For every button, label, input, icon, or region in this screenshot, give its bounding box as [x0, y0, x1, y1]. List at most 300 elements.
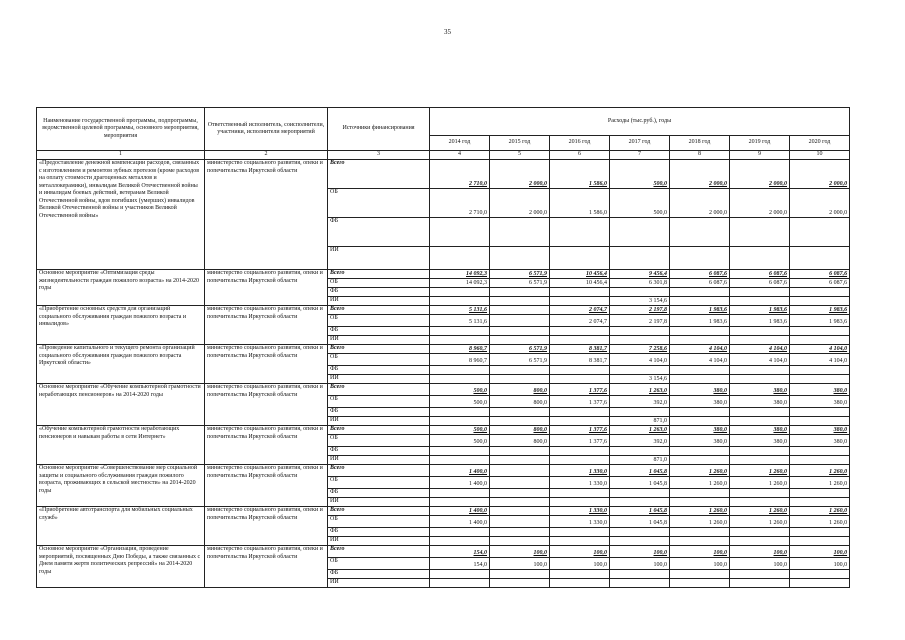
table-row: [37, 306, 850, 315]
expense-value: [610, 528, 670, 537]
header-column-number: 1: [37, 151, 205, 160]
table-row: [37, 465, 850, 477]
expense-value: [550, 247, 610, 270]
funding-source: ИИ: [328, 417, 430, 426]
expense-value: [490, 375, 550, 384]
expense-value: 4 104,0: [670, 354, 730, 366]
expense-value: 380,0: [730, 396, 790, 408]
expense-value: [790, 528, 850, 537]
expense-value: 2 000,0: [730, 189, 790, 218]
funding-source: ФБ: [328, 528, 430, 537]
expense-value: 500,0: [430, 384, 490, 396]
expense-value: [790, 570, 850, 579]
expense-value: [550, 537, 610, 546]
expense-value: [430, 297, 490, 306]
expense-value: 1 260,0: [790, 516, 850, 528]
expense-value: 800,0: [490, 435, 550, 447]
expense-value: [550, 366, 610, 375]
expense-value: 2 197,8: [610, 315, 670, 327]
expense-value: 6 571,9: [490, 279, 550, 288]
funding-source: ФБ: [328, 366, 430, 375]
expense-value: 10 456,4: [550, 279, 610, 288]
expense-value: [670, 570, 730, 579]
expense-value: [430, 456, 490, 465]
expense-value: 154,0: [430, 558, 490, 570]
expense-value: 1 260,0: [670, 516, 730, 528]
expense-value: 500,0: [610, 160, 670, 189]
expense-value: [670, 579, 730, 588]
expense-value: [670, 408, 730, 417]
expense-value: 2 000,0: [490, 189, 550, 218]
expense-value: [430, 570, 490, 579]
funding-source: Всего: [328, 160, 430, 189]
table-row: [37, 384, 850, 396]
expense-value: [730, 417, 790, 426]
header-column-number: 8: [670, 151, 730, 160]
measure-executor: министерство социального развития, опеки и попечительства Иркутской области: [205, 507, 328, 546]
expense-value: 1 045,8: [610, 465, 670, 477]
expense-value: 1 400,0: [430, 516, 490, 528]
measure-name: Основное мероприятие «Обучение компьютерной грамотности неработающих пенсионеров» на 2014-2020 годы: [37, 384, 205, 426]
expense-value: 2 074,7: [550, 306, 610, 315]
measure-name: Основное мероприятие «Организация, проведение мероприятий, посвященных Дню Победы, а также связанных с Днем памяти жертв политических репрессий» на 2014-2020 годы: [37, 546, 205, 588]
table-row: [37, 546, 850, 558]
expense-value: 380,0: [790, 396, 850, 408]
expense-value: [550, 570, 610, 579]
expense-value: 2 000,0: [790, 189, 850, 218]
funding-source: ИИ: [328, 456, 430, 465]
expense-value: 1 377,6: [550, 426, 610, 435]
expense-value: [430, 537, 490, 546]
funding-source: ОБ: [328, 315, 430, 327]
expense-value: 1 260,0: [790, 465, 850, 477]
funding-source: ФБ: [328, 288, 430, 297]
expense-value: 4 104,0: [790, 354, 850, 366]
header-year: 2014 год: [430, 136, 490, 151]
expense-value: [670, 537, 730, 546]
expense-value: 1 983,6: [670, 315, 730, 327]
expense-value: [790, 417, 850, 426]
expense-value: 1 260,0: [730, 465, 790, 477]
expense-value: [490, 447, 550, 456]
expense-value: 800,0: [490, 384, 550, 396]
table-row: [37, 160, 850, 189]
expense-value: [430, 336, 490, 345]
expense-value: [730, 375, 790, 384]
funding-source: ФБ: [328, 447, 430, 456]
expense-value: [490, 315, 550, 327]
expense-value: 8 960,7: [430, 345, 490, 354]
expense-value: 100,0: [730, 558, 790, 570]
expense-value: 380,0: [670, 396, 730, 408]
page-number: 35: [444, 28, 451, 36]
funding-source: ОБ: [328, 516, 430, 528]
funding-source: ФБ: [328, 327, 430, 336]
expense-value: 500,0: [430, 435, 490, 447]
expense-value: [430, 218, 490, 247]
expense-value: [790, 498, 850, 507]
expense-value: [550, 447, 610, 456]
funding-source: ФБ: [328, 408, 430, 417]
expense-value: [730, 297, 790, 306]
funding-source: ОБ: [328, 558, 430, 570]
header-year: 2020 год: [790, 136, 850, 151]
expense-value: [730, 570, 790, 579]
expense-value: 2 710,0: [430, 189, 490, 218]
expense-value: [550, 417, 610, 426]
expense-value: 2 000,0: [670, 160, 730, 189]
expense-value: 1 586,0: [550, 189, 610, 218]
expense-value: [730, 498, 790, 507]
expense-value: 380,0: [730, 384, 790, 396]
measure-name: «Проведение капитального и текущего ремонта организаций социального обслуживания граждан пожилого возраста Иркутской области»: [37, 345, 205, 384]
expense-value: 8 381,7: [550, 345, 610, 354]
funding-source: ОБ: [328, 396, 430, 408]
expense-value: 100,0: [730, 546, 790, 558]
expense-value: 2 000,0: [790, 160, 850, 189]
expense-value: [610, 218, 670, 247]
expense-value: [550, 498, 610, 507]
expense-value: [610, 336, 670, 345]
expense-value: 871,0: [610, 417, 670, 426]
expense-value: 100,0: [670, 558, 730, 570]
expense-value: 1 400,0: [430, 477, 490, 489]
expense-value: [670, 288, 730, 297]
expense-value: 2 197,8: [610, 306, 670, 315]
expense-value: [430, 247, 490, 270]
expense-value: 1 377,6: [550, 396, 610, 408]
expense-value: [610, 537, 670, 546]
expense-value: [730, 218, 790, 247]
expense-value: 1 260,0: [670, 477, 730, 489]
expense-value: 6 301,8: [610, 279, 670, 288]
expense-value: [790, 366, 850, 375]
expense-value: 1 260,0: [790, 507, 850, 516]
funding-source: ИИ: [328, 375, 430, 384]
header-year: 2015 год: [490, 136, 550, 151]
expense-value: [670, 528, 730, 537]
expense-value: 6 087,6: [790, 270, 850, 279]
expense-value: [610, 366, 670, 375]
expense-value: [490, 366, 550, 375]
expense-value: [430, 417, 490, 426]
expense-value: 380,0: [790, 426, 850, 435]
expense-value: 5 131,6: [430, 315, 490, 327]
expense-value: [790, 579, 850, 588]
expense-value: 1 377,6: [550, 384, 610, 396]
funding-source: ОБ: [328, 435, 430, 447]
expense-value: [490, 498, 550, 507]
funding-source: Всего: [328, 465, 430, 477]
expense-value: 100,0: [610, 546, 670, 558]
expense-value: [610, 489, 670, 498]
measure-executor: министерство социального развития, опеки и попечительства Иркутской области: [205, 306, 328, 345]
expense-value: 1 330,0: [550, 465, 610, 477]
measure-executor: министерство социального развития, опеки и попечительства Иркутской области: [205, 345, 328, 384]
funding-source: Всего: [328, 345, 430, 354]
expense-value: [490, 408, 550, 417]
expense-value: 9 456,4: [610, 270, 670, 279]
expense-value: 6 571,9: [490, 354, 550, 366]
expense-value: [730, 247, 790, 270]
expense-value: [490, 465, 550, 477]
expense-value: 800,0: [490, 396, 550, 408]
funding-source: Всего: [328, 507, 430, 516]
expense-value: [490, 570, 550, 579]
expense-value: [670, 375, 730, 384]
expense-value: [490, 516, 550, 528]
funding-source: Всего: [328, 306, 430, 315]
expense-value: [610, 247, 670, 270]
header-year: 2019 год: [730, 136, 790, 151]
expense-value: [430, 498, 490, 507]
expense-value: 1 260,0: [730, 516, 790, 528]
expense-value: 100,0: [490, 558, 550, 570]
expense-value: [730, 528, 790, 537]
expense-value: [490, 327, 550, 336]
expense-value: [490, 417, 550, 426]
expense-value: 6 087,6: [670, 270, 730, 279]
expense-value: 1 400,0: [430, 465, 490, 477]
expense-value: 5 131,6: [430, 306, 490, 315]
expense-value: 100,0: [670, 546, 730, 558]
expense-value: [670, 489, 730, 498]
expense-value: [550, 218, 610, 247]
header-column-number: 3: [328, 151, 430, 160]
expense-value: 871,0: [610, 456, 670, 465]
expense-value: 1 045,8: [610, 477, 670, 489]
expense-value: 6 571,9: [490, 345, 550, 354]
expense-value: 2 000,0: [490, 160, 550, 189]
expense-value: [730, 447, 790, 456]
expense-value: 2 000,0: [730, 160, 790, 189]
funding-source: ИИ: [328, 537, 430, 546]
measure-name: «Приобретение основных средств для организаций социального обслуживания граждан пожилого возраста и инвалидов»: [37, 306, 205, 345]
expense-value: [610, 408, 670, 417]
expense-value: [430, 288, 490, 297]
funding-source: ОБ: [328, 279, 430, 288]
measure-name: Основное мероприятие «Оптимизация среды жизнедеятельности граждан пожилого возраста» на 2014-2020 годы: [37, 270, 205, 306]
expense-value: 4 104,0: [610, 354, 670, 366]
expense-value: [730, 327, 790, 336]
expense-value: 100,0: [550, 558, 610, 570]
funding-source: Всего: [328, 270, 430, 279]
expense-value: [430, 327, 490, 336]
funding-source: ИИ: [328, 247, 430, 270]
expense-value: [790, 408, 850, 417]
expense-value: 14 092,3: [430, 279, 490, 288]
funding-source: ОБ: [328, 189, 430, 218]
expense-value: 8 381,7: [550, 354, 610, 366]
expense-value: [670, 247, 730, 270]
expense-value: [730, 288, 790, 297]
funding-source: ИИ: [328, 297, 430, 306]
expense-value: [790, 327, 850, 336]
measure-name: «Приобретение автотранспорта для мобильных социальных служб»: [37, 507, 205, 546]
expense-value: 500,0: [610, 189, 670, 218]
expense-value: 1 983,6: [670, 306, 730, 315]
expense-value: 8 960,7: [430, 354, 490, 366]
expense-value: [730, 489, 790, 498]
expense-value: 1 983,6: [730, 315, 790, 327]
expense-value: [430, 528, 490, 537]
header-column-number: 10: [790, 151, 850, 160]
header-column-number: 4: [430, 151, 490, 160]
expense-value: [670, 417, 730, 426]
expense-value: 1 260,0: [670, 507, 730, 516]
expense-value: [610, 288, 670, 297]
header-name: Наименование государственной программы, подпрограммы, ведомственной целевой программы, основного мероприятия, мероприятия: [37, 108, 205, 151]
expense-value: 1 045,8: [610, 507, 670, 516]
header-column-number: 6: [550, 151, 610, 160]
expense-value: 1 377,6: [550, 435, 610, 447]
expense-value: [550, 528, 610, 537]
expense-value: [490, 528, 550, 537]
expense-value: 6 087,6: [790, 279, 850, 288]
expense-value: 1 400,0: [430, 507, 490, 516]
expense-value: 6 571,9: [490, 270, 550, 279]
expense-value: [610, 498, 670, 507]
expense-value: 1 983,6: [730, 306, 790, 315]
expense-value: 100,0: [550, 546, 610, 558]
expense-value: [790, 537, 850, 546]
measure-executor: министерство социального развития, опеки и попечительства Иркутской области: [205, 546, 328, 588]
measure-executor: министерство социального развития, опеки и попечительства Иркутской области: [205, 465, 328, 507]
measure-executor: министерство социального развития, опеки и попечительства Иркутской области: [205, 384, 328, 426]
header-year: 2018 год: [670, 136, 730, 151]
expense-value: 1 260,0: [730, 477, 790, 489]
expense-value: [610, 447, 670, 456]
expense-value: 10 456,4: [550, 270, 610, 279]
expense-value: [790, 447, 850, 456]
expense-value: [490, 247, 550, 270]
expense-value: 380,0: [790, 384, 850, 396]
table-row: [37, 345, 850, 354]
expense-value: [490, 507, 550, 516]
header-column-number: 5: [490, 151, 550, 160]
expense-value: [430, 375, 490, 384]
expense-value: [550, 336, 610, 345]
expense-value: [490, 579, 550, 588]
expense-value: 3 154,6: [610, 297, 670, 306]
expense-value: 4 104,0: [730, 354, 790, 366]
expense-value: [790, 489, 850, 498]
expense-value: [550, 327, 610, 336]
expense-value: 380,0: [670, 426, 730, 435]
expense-value: 380,0: [670, 435, 730, 447]
expense-value: [730, 408, 790, 417]
expense-value: 1 586,0: [550, 160, 610, 189]
expense-value: 392,0: [610, 396, 670, 408]
expense-value: 500,0: [430, 426, 490, 435]
expense-value: [790, 375, 850, 384]
expense-value: [790, 456, 850, 465]
expense-value: [670, 297, 730, 306]
expense-value: 4 104,0: [670, 345, 730, 354]
expense-value: [790, 297, 850, 306]
funding-source: ИИ: [328, 336, 430, 345]
measure-executor: министерство социального развития, опеки и попечительства Иркутской области: [205, 160, 328, 270]
table-row: [37, 426, 850, 435]
expense-value: 1 260,0: [670, 465, 730, 477]
expense-value: 2 710,0: [430, 160, 490, 189]
expense-value: [670, 218, 730, 247]
expense-value: 6 087,6: [670, 279, 730, 288]
expense-value: 100,0: [790, 546, 850, 558]
expense-value: [490, 306, 550, 315]
expense-value: [430, 408, 490, 417]
expense-value: 3 154,6: [610, 375, 670, 384]
expense-value: [790, 247, 850, 270]
expense-value: 380,0: [790, 435, 850, 447]
expense-value: [550, 297, 610, 306]
expense-value: 14 092,3: [430, 270, 490, 279]
expense-value: [490, 456, 550, 465]
expense-value: 1 330,0: [550, 516, 610, 528]
expense-value: 1 263,0: [610, 426, 670, 435]
funding-source: Всего: [328, 546, 430, 558]
expense-value: 800,0: [490, 426, 550, 435]
expense-value: [490, 218, 550, 247]
expense-value: [430, 579, 490, 588]
expense-value: [550, 375, 610, 384]
expense-value: 154,0: [430, 546, 490, 558]
expenses-table: [36, 107, 850, 588]
expense-value: [550, 408, 610, 417]
expense-value: 1 260,0: [730, 507, 790, 516]
expense-value: [610, 570, 670, 579]
funding-source: ИИ: [328, 498, 430, 507]
expense-value: 6 087,6: [730, 270, 790, 279]
expense-value: [550, 489, 610, 498]
expense-value: [730, 579, 790, 588]
expense-value: [430, 447, 490, 456]
funding-source: ФБ: [328, 570, 430, 579]
expense-value: [670, 447, 730, 456]
header-year: 2017 год: [610, 136, 670, 151]
expense-value: 100,0: [490, 546, 550, 558]
expense-value: [430, 489, 490, 498]
expense-value: [490, 297, 550, 306]
measure-name: «Предоставление денежной компенсации расходов, связанных с изготовлением и ремонтом зубных протезов (кроме расходов на оплату стоимости драгоценных металлов и металлокерамики), инвалидам Великой Отечественной войны и инвалидам боевых действий, ветеранам Великой Отечественной войны, вдов погибших (умерших) инвалидов Великой Отечественной войны и участников Великой Отечественной войны»: [37, 160, 205, 270]
expense-value: 7 258,6: [610, 345, 670, 354]
funding-source: ОБ: [328, 354, 430, 366]
expense-value: [490, 489, 550, 498]
expense-value: [550, 288, 610, 297]
funding-source: Всего: [328, 384, 430, 396]
expense-value: [490, 537, 550, 546]
expense-value: 500,0: [430, 396, 490, 408]
expense-value: [610, 327, 670, 336]
expense-value: [790, 218, 850, 247]
expense-value: 392,0: [610, 435, 670, 447]
expense-value: 1 983,6: [790, 306, 850, 315]
expense-value: 1 263,0: [610, 384, 670, 396]
measure-executor: министерство социального развития, опеки и попечительства Иркутской области: [205, 426, 328, 465]
expense-value: [490, 477, 550, 489]
expense-value: 380,0: [730, 426, 790, 435]
funding-source: ФБ: [328, 489, 430, 498]
expense-value: [730, 537, 790, 546]
expense-value: 1 260,0: [790, 477, 850, 489]
expense-value: 380,0: [730, 435, 790, 447]
header-column-number: 9: [730, 151, 790, 160]
measure-name: «Обучение компьютерной грамотности неработающих пенсионеров и навыкам работы в сети Интернет»: [37, 426, 205, 465]
header-executor: Ответственный исполнитель, соисполнители, участники, исполнители мероприятий: [205, 108, 328, 151]
expense-value: [430, 366, 490, 375]
expense-value: [790, 336, 850, 345]
header-year: 2016 год: [550, 136, 610, 151]
